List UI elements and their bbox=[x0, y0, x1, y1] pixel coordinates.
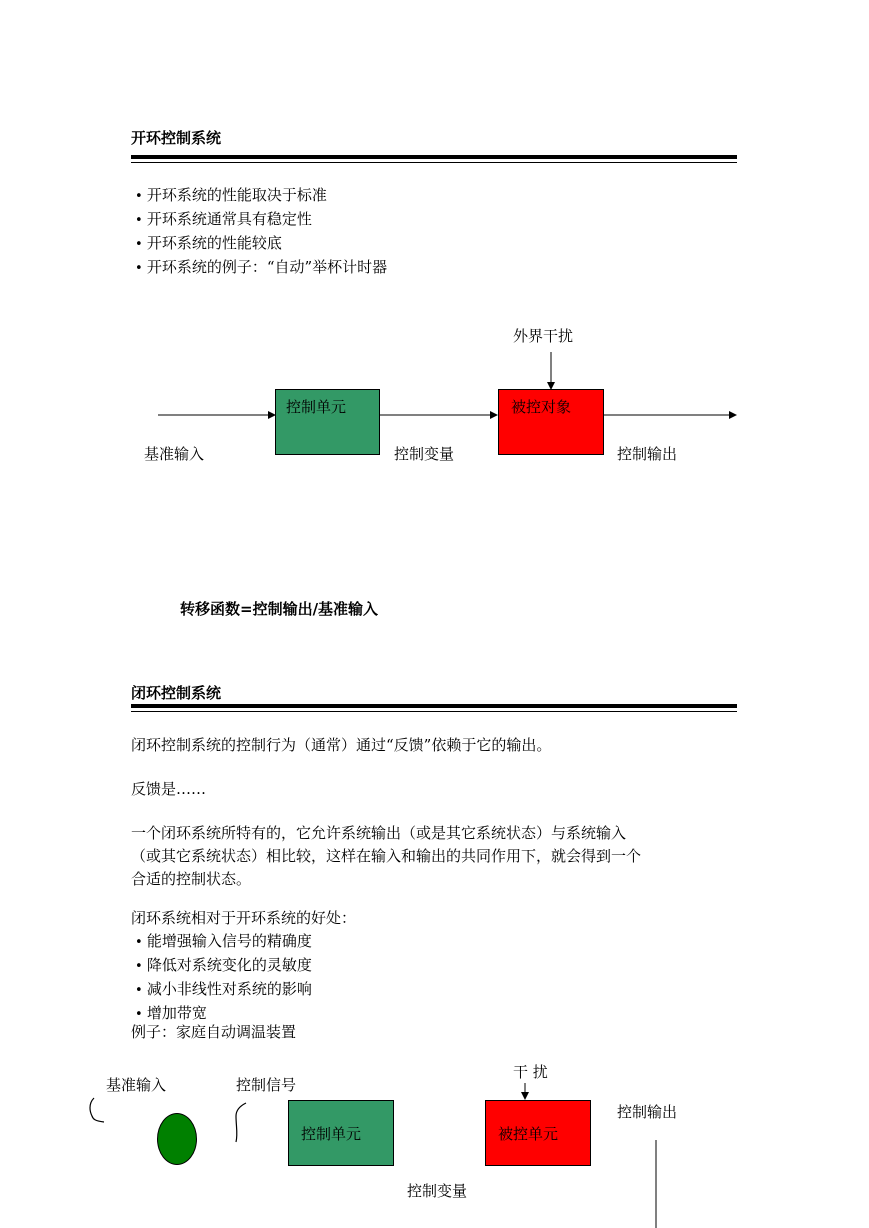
closed-loop-intro: 闭环控制系统的控制行为（通常）通过“反馈”依赖于它的输出。 bbox=[131, 736, 552, 754]
handwritten-stroke-right bbox=[236, 1103, 246, 1142]
closed-reference-input-label: 基准输入 bbox=[106, 1076, 167, 1094]
controlled-unit-box bbox=[485, 1100, 591, 1166]
reference-input-label: 基准输入 bbox=[144, 445, 205, 463]
definition-line: 一个闭环系统所特有的，它允许系统输出（或是其它系统状态）与系统输入 bbox=[131, 824, 627, 842]
summing-junction-circle bbox=[157, 1113, 197, 1165]
control-unit-box bbox=[275, 389, 380, 455]
list-item: • 降低对系统变化的灵敏度 bbox=[135, 954, 312, 978]
closed-control-unit-box bbox=[288, 1100, 394, 1166]
benefits-list bbox=[135, 930, 312, 1026]
control-unit-label: 控制单元 bbox=[286, 398, 347, 416]
closed-control-variable-label: 控制变量 bbox=[407, 1182, 468, 1200]
list-item: • 减小非线性对系统的影响 bbox=[135, 978, 312, 1002]
feedback-label: 反馈是…… bbox=[131, 780, 207, 798]
benefits-title: 闭环系统相对于开环系统的好处： bbox=[131, 909, 357, 927]
controlled-unit-label: 被控单元 bbox=[498, 1125, 559, 1143]
list-item: • 开环系统通常具有稳定性 bbox=[135, 208, 387, 232]
transfer-function: 转移函数=控制输出/基准输入 bbox=[180, 600, 379, 618]
closed-loop-heading: 闭环控制系统 bbox=[131, 684, 222, 702]
handwritten-stroke-left bbox=[90, 1098, 104, 1122]
list-item: • 开环系统的性能取决于标准 bbox=[135, 184, 387, 208]
control-variable-label: 控制变量 bbox=[394, 445, 455, 463]
heading-rule-thick bbox=[131, 704, 737, 708]
controlled-object-label: 被控对象 bbox=[511, 398, 572, 416]
definition-line: 合适的控制状态。 bbox=[131, 870, 252, 888]
control-output-label: 控制输出 bbox=[617, 445, 678, 463]
closed-control-unit-label: 控制单元 bbox=[301, 1125, 362, 1143]
disturbance-label: 外界干扰 bbox=[513, 327, 574, 345]
controlled-object-box bbox=[498, 389, 604, 455]
list-item: • 开环系统的性能较底 bbox=[135, 232, 387, 256]
control-signal-label: 控制信号 bbox=[236, 1076, 297, 1094]
list-item: • 能增强输入信号的精确度 bbox=[135, 930, 312, 954]
closed-disturbance-label: 干 扰 bbox=[513, 1063, 548, 1081]
list-item: • 增加带宽 bbox=[135, 1002, 312, 1026]
heading-rule-thin bbox=[131, 711, 737, 712]
feedback-definition bbox=[131, 822, 641, 891]
open-loop-heading: 开环控制系统 bbox=[131, 129, 222, 147]
closed-control-output-label: 控制输出 bbox=[617, 1103, 678, 1121]
definition-line: （或其它系统状态）相比较，这样在输入和输出的共同作用下，就会得到一个 bbox=[131, 847, 642, 865]
example-label: 例子：家庭自动调温装置 bbox=[131, 1023, 297, 1041]
list-item: • 开环系统的例子：“自动”举杯计时器 bbox=[135, 256, 387, 280]
